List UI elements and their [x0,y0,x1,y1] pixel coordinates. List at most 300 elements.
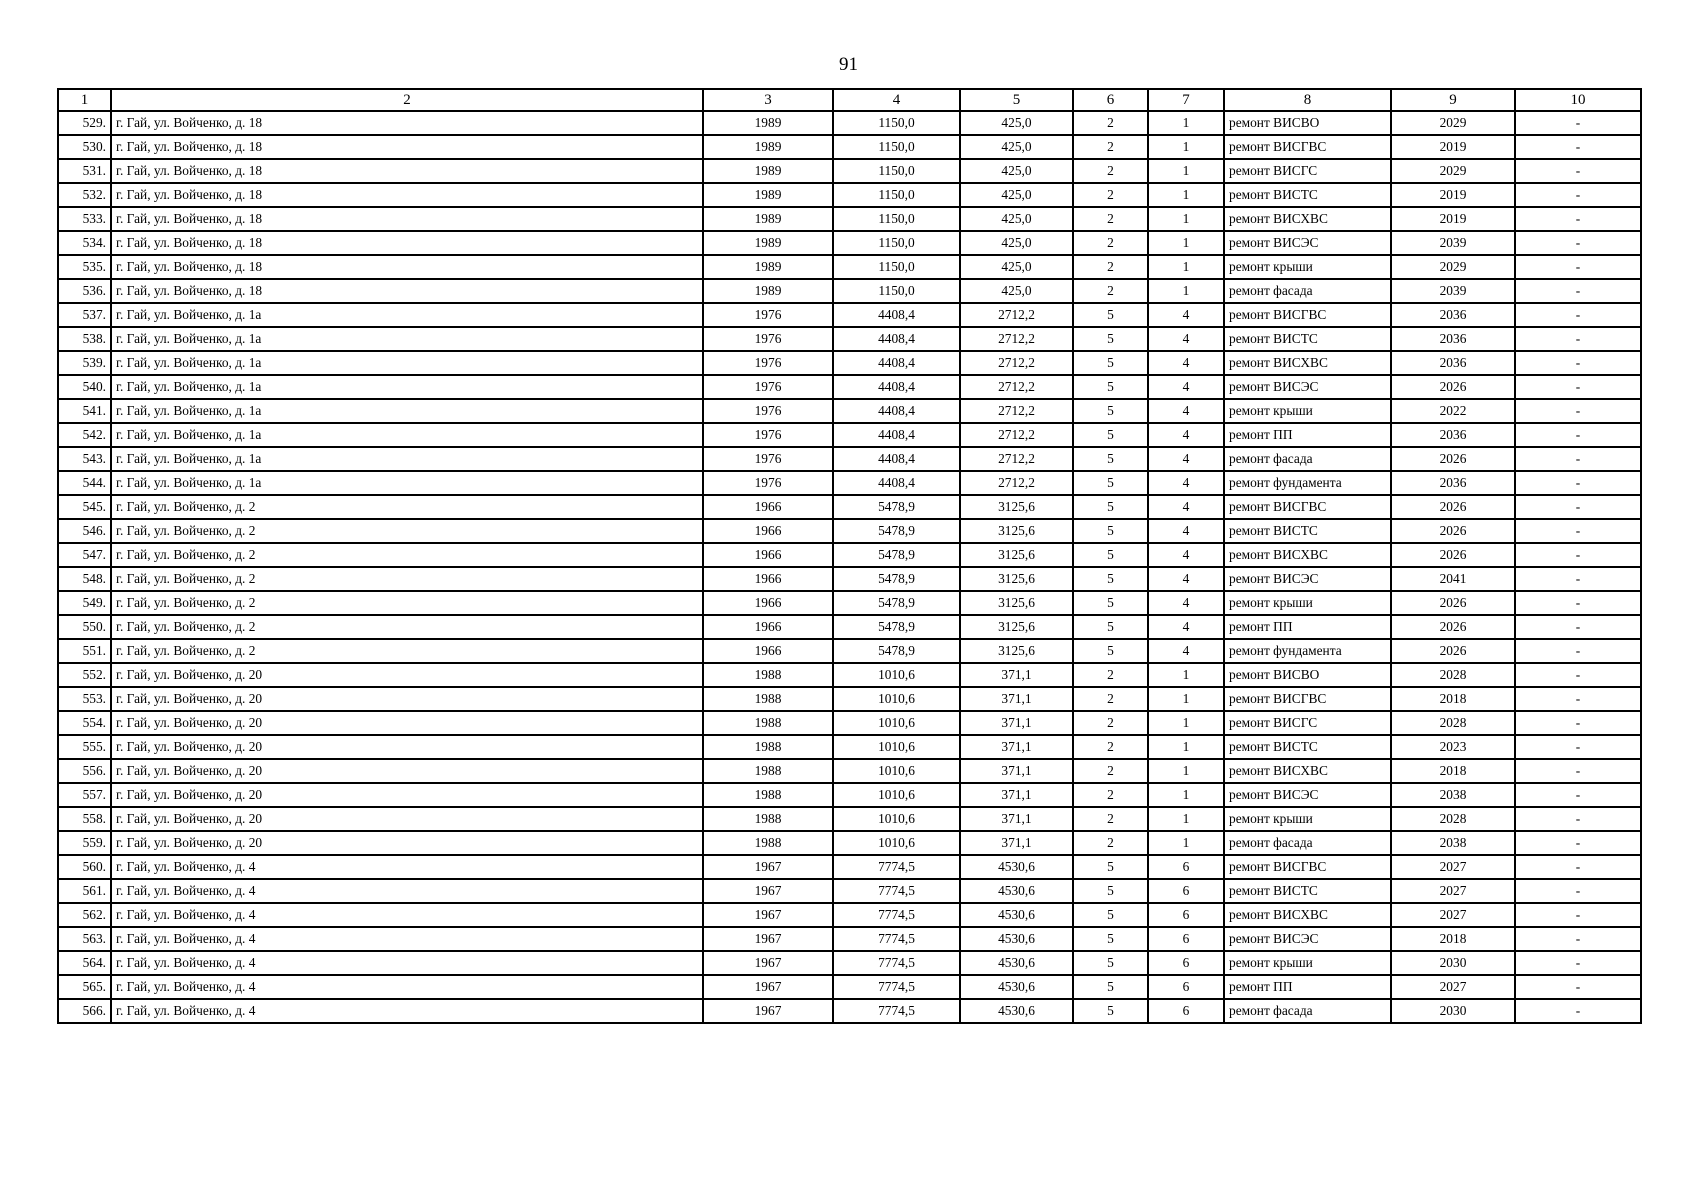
total-area-cell: 4408,4 [833,303,960,327]
work-type-cell: ремонт ВИСХВС [1224,207,1391,231]
planned-year-cell: 2018 [1391,927,1515,951]
table-row [58,159,1641,183]
floors-cell: 5 [1073,879,1148,903]
planned-year-cell: 2026 [1391,447,1515,471]
row-number: 549. [58,591,111,615]
entrances-cell: 1 [1148,255,1224,279]
year-cell: 1989 [703,207,833,231]
planned-year-cell: 2030 [1391,951,1515,975]
floors-cell: 5 [1073,495,1148,519]
note-cell: - [1515,831,1641,855]
year-cell: 1967 [703,999,833,1023]
address-cell: г. Гай, ул. Войченко, д. 20 [111,711,703,735]
address-cell: г. Гай, ул. Войченко, д. 2 [111,495,703,519]
planned-year-cell: 2023 [1391,735,1515,759]
planned-year-cell: 2039 [1391,279,1515,303]
living-area-cell: 371,1 [960,807,1073,831]
note-cell: - [1515,615,1641,639]
living-area-cell: 3125,6 [960,543,1073,567]
year-cell: 1976 [703,375,833,399]
table-row [58,351,1641,375]
address-cell: г. Гай, ул. Войченко, д. 20 [111,663,703,687]
floors-cell: 5 [1073,519,1148,543]
living-area-cell: 3125,6 [960,615,1073,639]
living-area-cell: 371,1 [960,663,1073,687]
planned-year-cell: 2036 [1391,327,1515,351]
column-header: 7 [1148,89,1224,111]
row-number: 534. [58,231,111,255]
floors-cell: 5 [1073,351,1148,375]
table-row [58,807,1641,831]
work-type-cell: ремонт крыши [1224,951,1391,975]
entrances-cell: 1 [1148,735,1224,759]
planned-year-cell: 2029 [1391,111,1515,135]
column-header: 2 [111,89,703,111]
note-cell: - [1515,639,1641,663]
planned-year-cell: 2029 [1391,255,1515,279]
year-cell: 1967 [703,879,833,903]
living-area-cell: 371,1 [960,735,1073,759]
floors-cell: 2 [1073,255,1148,279]
address-cell: г. Гай, ул. Войченко, д. 4 [111,927,703,951]
total-area-cell: 7774,5 [833,855,960,879]
table-row [58,663,1641,687]
floors-cell: 2 [1073,231,1148,255]
address-cell: г. Гай, ул. Войченко, д. 1а [111,399,703,423]
note-cell: - [1515,543,1641,567]
address-cell: г. Гай, ул. Войченко, д. 4 [111,855,703,879]
note-cell: - [1515,951,1641,975]
work-type-cell: ремонт фасада [1224,999,1391,1023]
entrances-cell: 6 [1148,975,1224,999]
total-area-cell: 1010,6 [833,759,960,783]
living-area-cell: 4530,6 [960,927,1073,951]
table-row [58,615,1641,639]
table-row [58,999,1641,1023]
row-number: 553. [58,687,111,711]
table-row [58,183,1641,207]
planned-year-cell: 2041 [1391,567,1515,591]
year-cell: 1966 [703,639,833,663]
floors-cell: 5 [1073,591,1148,615]
living-area-cell: 4530,6 [960,951,1073,975]
living-area-cell: 425,0 [960,111,1073,135]
address-cell: г. Гай, ул. Войченко, д. 1а [111,351,703,375]
entrances-cell: 6 [1148,855,1224,879]
address-cell: г. Гай, ул. Войченко, д. 4 [111,903,703,927]
planned-year-cell: 2036 [1391,471,1515,495]
floors-cell: 2 [1073,711,1148,735]
year-cell: 1988 [703,783,833,807]
entrances-cell: 4 [1148,495,1224,519]
year-cell: 1966 [703,519,833,543]
note-cell: - [1515,159,1641,183]
address-cell: г. Гай, ул. Войченко, д. 18 [111,111,703,135]
entrances-cell: 1 [1148,663,1224,687]
total-area-cell: 4408,4 [833,351,960,375]
year-cell: 1989 [703,255,833,279]
total-area-cell: 4408,4 [833,423,960,447]
total-area-cell: 7774,5 [833,927,960,951]
planned-year-cell: 2026 [1391,615,1515,639]
work-type-cell: ремонт ВИСТС [1224,879,1391,903]
living-area-cell: 371,1 [960,831,1073,855]
table-row [58,783,1641,807]
table-row [58,279,1641,303]
note-cell: - [1515,519,1641,543]
address-cell: г. Гай, ул. Войченко, д. 2 [111,639,703,663]
planned-year-cell: 2026 [1391,375,1515,399]
floors-cell: 2 [1073,135,1148,159]
living-area-cell: 4530,6 [960,855,1073,879]
address-cell: г. Гай, ул. Войченко, д. 4 [111,975,703,999]
year-cell: 1976 [703,303,833,327]
total-area-cell: 4408,4 [833,327,960,351]
address-cell: г. Гай, ул. Войченко, д. 18 [111,231,703,255]
table-row [58,591,1641,615]
row-number: 557. [58,783,111,807]
work-type-cell: ремонт ПП [1224,975,1391,999]
living-area-cell: 2712,2 [960,375,1073,399]
address-cell: г. Гай, ул. Войченко, д. 18 [111,255,703,279]
address-cell: г. Гай, ул. Войченко, д. 1а [111,471,703,495]
row-number: 535. [58,255,111,279]
year-cell: 1967 [703,855,833,879]
address-cell: г. Гай, ул. Войченко, д. 20 [111,735,703,759]
year-cell: 1967 [703,927,833,951]
planned-year-cell: 2029 [1391,159,1515,183]
row-number: 550. [58,615,111,639]
note-cell: - [1515,711,1641,735]
entrances-cell: 1 [1148,279,1224,303]
year-cell: 1976 [703,423,833,447]
planned-year-cell: 2036 [1391,303,1515,327]
address-cell: г. Гай, ул. Войченко, д. 1а [111,447,703,471]
living-area-cell: 371,1 [960,711,1073,735]
work-type-cell: ремонт фасада [1224,831,1391,855]
row-number: 536. [58,279,111,303]
planned-year-cell: 2030 [1391,999,1515,1023]
work-type-cell: ремонт крыши [1224,399,1391,423]
row-number: 539. [58,351,111,375]
living-area-cell: 4530,6 [960,999,1073,1023]
living-area-cell: 4530,6 [960,903,1073,927]
row-number: 546. [58,519,111,543]
total-area-cell: 1150,0 [833,159,960,183]
year-cell: 1967 [703,975,833,999]
address-cell: г. Гай, ул. Войченко, д. 4 [111,951,703,975]
address-cell: г. Гай, ул. Войченко, д. 18 [111,159,703,183]
living-area-cell: 3125,6 [960,639,1073,663]
address-cell: г. Гай, ул. Войченко, д. 1а [111,303,703,327]
table-header-row [58,89,1641,111]
floors-cell: 5 [1073,447,1148,471]
table-row [58,447,1641,471]
note-cell: - [1515,663,1641,687]
note-cell: - [1515,927,1641,951]
entrances-cell: 4 [1148,423,1224,447]
note-cell: - [1515,351,1641,375]
year-cell: 1988 [703,759,833,783]
note-cell: - [1515,303,1641,327]
planned-year-cell: 2026 [1391,519,1515,543]
entrances-cell: 6 [1148,999,1224,1023]
total-area-cell: 5478,9 [833,615,960,639]
year-cell: 1976 [703,447,833,471]
column-header: 6 [1073,89,1148,111]
work-type-cell: ремонт ВИСТС [1224,327,1391,351]
planned-year-cell: 2026 [1391,495,1515,519]
column-header: 1 [58,89,111,111]
note-cell: - [1515,399,1641,423]
total-area-cell: 1010,6 [833,663,960,687]
floors-cell: 5 [1073,639,1148,663]
row-number: 533. [58,207,111,231]
total-area-cell: 7774,5 [833,951,960,975]
entrances-cell: 1 [1148,783,1224,807]
entrances-cell: 1 [1148,159,1224,183]
entrances-cell: 1 [1148,231,1224,255]
row-number: 562. [58,903,111,927]
entrances-cell: 4 [1148,399,1224,423]
living-area-cell: 425,0 [960,231,1073,255]
total-area-cell: 1010,6 [833,807,960,831]
work-type-cell: ремонт ВИСТС [1224,183,1391,207]
address-cell: г. Гай, ул. Войченко, д. 2 [111,543,703,567]
work-type-cell: ремонт ВИСХВС [1224,759,1391,783]
total-area-cell: 1150,0 [833,231,960,255]
floors-cell: 2 [1073,783,1148,807]
floors-cell: 5 [1073,327,1148,351]
entrances-cell: 6 [1148,951,1224,975]
total-area-cell: 1010,6 [833,711,960,735]
note-cell: - [1515,255,1641,279]
row-number: 560. [58,855,111,879]
floors-cell: 5 [1073,927,1148,951]
note-cell: - [1515,423,1641,447]
table-row [58,471,1641,495]
work-type-cell: ремонт ВИСВО [1224,663,1391,687]
planned-year-cell: 2026 [1391,591,1515,615]
planned-year-cell: 2027 [1391,975,1515,999]
table-row [58,303,1641,327]
year-cell: 1966 [703,543,833,567]
total-area-cell: 1150,0 [833,111,960,135]
living-area-cell: 3125,6 [960,591,1073,615]
address-cell: г. Гай, ул. Войченко, д. 20 [111,687,703,711]
living-area-cell: 4530,6 [960,975,1073,999]
note-cell: - [1515,759,1641,783]
living-area-cell: 3125,6 [960,567,1073,591]
living-area-cell: 371,1 [960,759,1073,783]
floors-cell: 5 [1073,567,1148,591]
living-area-cell: 3125,6 [960,519,1073,543]
note-cell: - [1515,999,1641,1023]
total-area-cell: 1010,6 [833,687,960,711]
note-cell: - [1515,879,1641,903]
floors-cell: 5 [1073,951,1148,975]
total-area-cell: 1150,0 [833,183,960,207]
total-area-cell: 7774,5 [833,879,960,903]
entrances-cell: 6 [1148,927,1224,951]
living-area-cell: 2712,2 [960,447,1073,471]
total-area-cell: 5478,9 [833,639,960,663]
total-area-cell: 5478,9 [833,543,960,567]
address-cell: г. Гай, ул. Войченко, д. 18 [111,207,703,231]
total-area-cell: 5478,9 [833,591,960,615]
entrances-cell: 4 [1148,519,1224,543]
living-area-cell: 425,0 [960,255,1073,279]
floors-cell: 5 [1073,423,1148,447]
year-cell: 1988 [703,735,833,759]
row-number: 529. [58,111,111,135]
floors-cell: 5 [1073,975,1148,999]
living-area-cell: 2712,2 [960,399,1073,423]
note-cell: - [1515,327,1641,351]
floors-cell: 2 [1073,831,1148,855]
planned-year-cell: 2039 [1391,231,1515,255]
row-number: 563. [58,927,111,951]
living-area-cell: 2712,2 [960,351,1073,375]
work-type-cell: ремонт фасада [1224,279,1391,303]
planned-year-cell: 2028 [1391,711,1515,735]
floors-cell: 5 [1073,903,1148,927]
row-number: 532. [58,183,111,207]
entrances-cell: 4 [1148,303,1224,327]
living-area-cell: 425,0 [960,159,1073,183]
address-cell: г. Гай, ул. Войченко, д. 18 [111,183,703,207]
note-cell: - [1515,567,1641,591]
row-number: 561. [58,879,111,903]
planned-year-cell: 2028 [1391,807,1515,831]
address-cell: г. Гай, ул. Войченко, д. 18 [111,135,703,159]
table-row [58,327,1641,351]
note-cell: - [1515,111,1641,135]
floors-cell: 2 [1073,735,1148,759]
total-area-cell: 5478,9 [833,495,960,519]
planned-year-cell: 2019 [1391,135,1515,159]
total-area-cell: 7774,5 [833,999,960,1023]
address-cell: г. Гай, ул. Войченко, д. 20 [111,759,703,783]
table-row [58,951,1641,975]
row-number: 559. [58,831,111,855]
year-cell: 1966 [703,567,833,591]
work-type-cell: ремонт ВИСХВС [1224,543,1391,567]
planned-year-cell: 2027 [1391,879,1515,903]
note-cell: - [1515,375,1641,399]
total-area-cell: 1010,6 [833,783,960,807]
row-number: 565. [58,975,111,999]
work-type-cell: ремонт крыши [1224,255,1391,279]
work-type-cell: ремонт крыши [1224,807,1391,831]
table-row [58,423,1641,447]
table-row [58,399,1641,423]
total-area-cell: 5478,9 [833,519,960,543]
floors-cell: 2 [1073,663,1148,687]
note-cell: - [1515,783,1641,807]
table-row [58,255,1641,279]
total-area-cell: 4408,4 [833,471,960,495]
total-area-cell: 5478,9 [833,567,960,591]
total-area-cell: 4408,4 [833,399,960,423]
table-row [58,927,1641,951]
entrances-cell: 1 [1148,111,1224,135]
row-number: 551. [58,639,111,663]
entrances-cell: 4 [1148,351,1224,375]
entrances-cell: 1 [1148,759,1224,783]
address-cell: г. Гай, ул. Войченко, д. 20 [111,831,703,855]
planned-year-cell: 2038 [1391,783,1515,807]
year-cell: 1988 [703,663,833,687]
table-row [58,855,1641,879]
row-number: 543. [58,447,111,471]
living-area-cell: 2712,2 [960,303,1073,327]
floors-cell: 5 [1073,615,1148,639]
year-cell: 1967 [703,903,833,927]
address-cell: г. Гай, ул. Войченко, д. 4 [111,999,703,1023]
table-row [58,567,1641,591]
table-row [58,903,1641,927]
entrances-cell: 4 [1148,375,1224,399]
row-number: 541. [58,399,111,423]
work-type-cell: ремонт ВИСГВС [1224,687,1391,711]
note-cell: - [1515,807,1641,831]
year-cell: 1989 [703,231,833,255]
table-row [58,543,1641,567]
column-header: 10 [1515,89,1641,111]
table-row [58,759,1641,783]
entrances-cell: 4 [1148,447,1224,471]
year-cell: 1976 [703,327,833,351]
total-area-cell: 1150,0 [833,207,960,231]
living-area-cell: 425,0 [960,135,1073,159]
floors-cell: 5 [1073,999,1148,1023]
work-type-cell: ремонт фундамента [1224,471,1391,495]
work-type-cell: ремонт ВИСГВС [1224,855,1391,879]
work-type-cell: ремонт ВИСГС [1224,711,1391,735]
floors-cell: 2 [1073,159,1148,183]
column-header: 8 [1224,89,1391,111]
floors-cell: 2 [1073,111,1148,135]
work-type-cell: ремонт ВИСВО [1224,111,1391,135]
entrances-cell: 4 [1148,615,1224,639]
address-cell: г. Гай, ул. Войченко, д. 20 [111,783,703,807]
work-type-cell: ремонт ПП [1224,615,1391,639]
table-row [58,495,1641,519]
floors-cell: 2 [1073,279,1148,303]
row-number: 544. [58,471,111,495]
note-cell: - [1515,231,1641,255]
row-number: 558. [58,807,111,831]
table-row [58,639,1641,663]
total-area-cell: 7774,5 [833,975,960,999]
note-cell: - [1515,447,1641,471]
living-area-cell: 2712,2 [960,423,1073,447]
floors-cell: 2 [1073,807,1148,831]
planned-year-cell: 2036 [1391,423,1515,447]
year-cell: 1976 [703,399,833,423]
work-type-cell: ремонт крыши [1224,591,1391,615]
total-area-cell: 7774,5 [833,903,960,927]
table-row [58,135,1641,159]
row-number: 545. [58,495,111,519]
row-number: 537. [58,303,111,327]
entrances-cell: 4 [1148,471,1224,495]
total-area-cell: 1010,6 [833,831,960,855]
work-type-cell: ремонт фундамента [1224,639,1391,663]
planned-year-cell: 2036 [1391,351,1515,375]
note-cell: - [1515,855,1641,879]
